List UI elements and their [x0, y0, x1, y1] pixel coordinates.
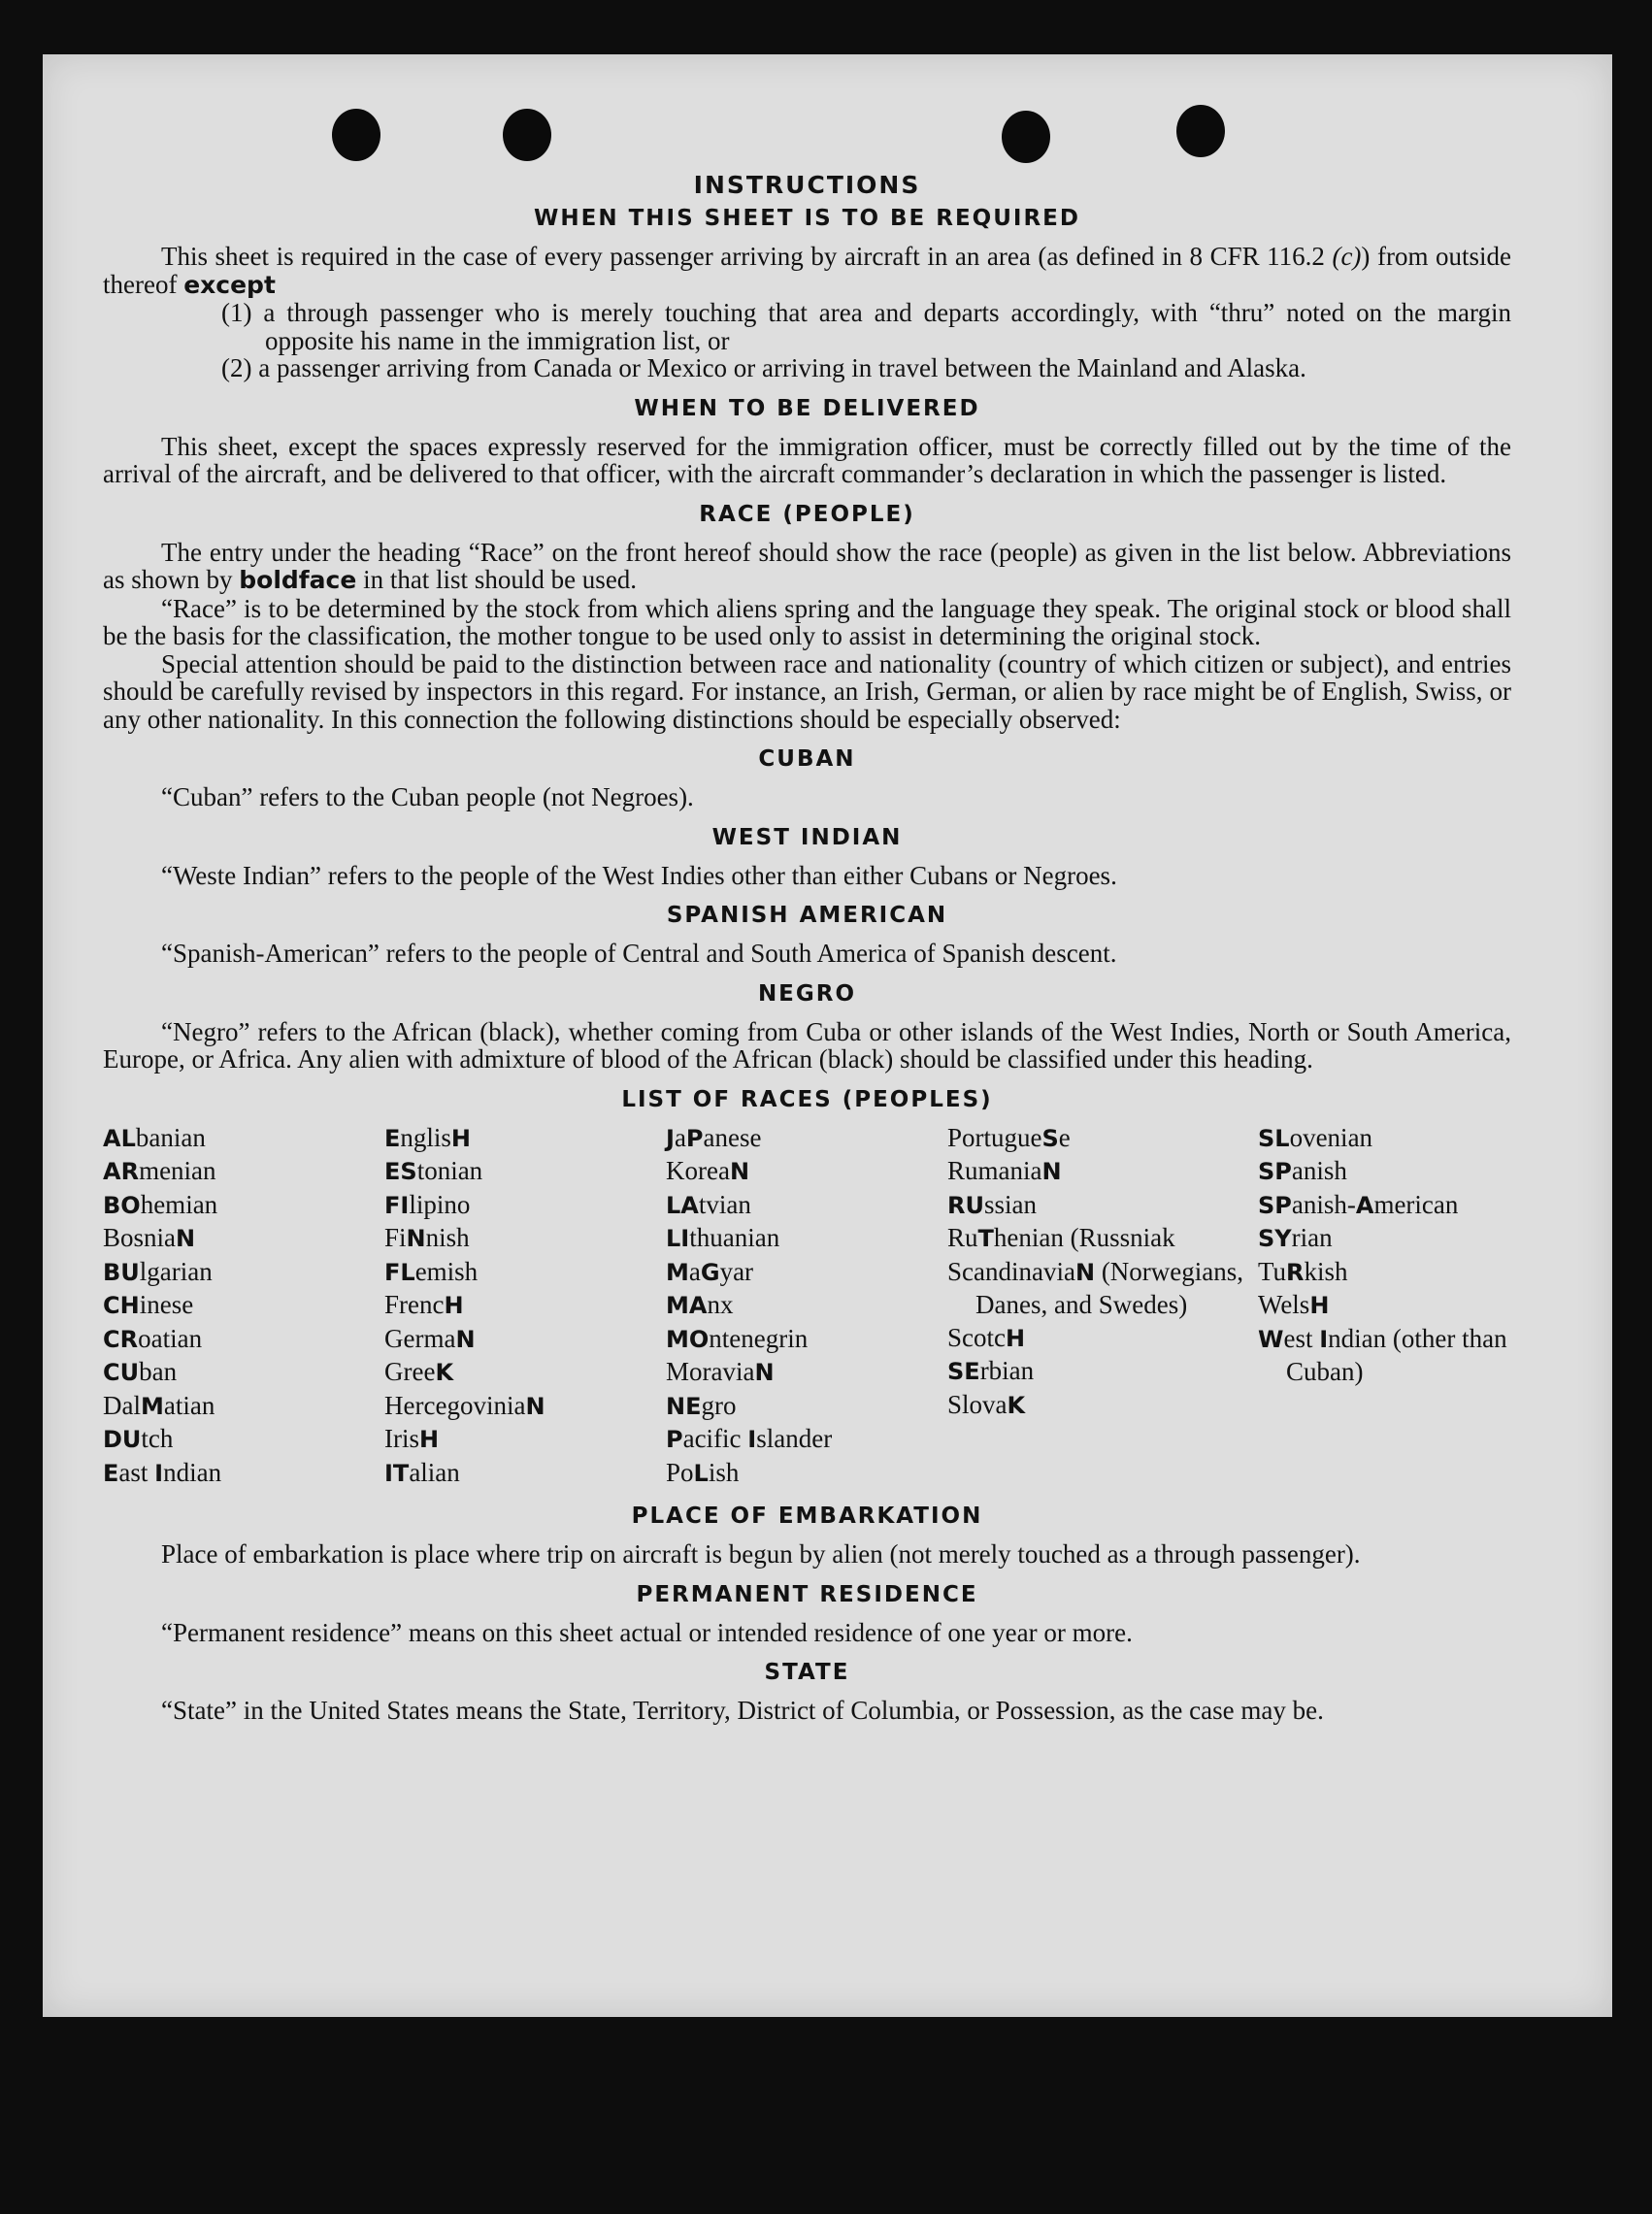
page-title: INSTRUCTIONS [693, 171, 921, 199]
race-item: SlovaK [947, 1389, 1026, 1419]
punch-hole [1176, 105, 1225, 157]
paragraph-race-3: Special attention should be paid to the distinction between race and nationality (country of which citizen or subject), and entries should be carefully revised by inspectors in this regard. For instance, an Irish, German, or alien by race might be of English, Swiss, or any other nationality. In this connection the following distinctions should be especially observed: [103, 648, 1511, 734]
paragraph-state: “State” in the United States means the State, Territory, District of Columbia, or Possession, as the case may be. [161, 1696, 1324, 1725]
paragraph-residence: “Permanent residence” means on this sheet actual or intended residence of one year or more. [161, 1617, 1133, 1647]
race-item: CUban [103, 1357, 178, 1386]
race-item: SLovenian [1258, 1122, 1373, 1152]
exception-list [221, 299, 1511, 382]
heading-west-indian: WEST INDIAN [711, 824, 903, 850]
race-item: ARmenian [103, 1156, 216, 1185]
race-item: West Indian (other than Cuban) [1258, 1323, 1507, 1386]
heading-cuban: CUBAN [758, 746, 856, 772]
race-item: JaPanese [666, 1122, 762, 1152]
paragraph-when-required: This sheet is required in the case of every passenger arriving by aircraft in an area (as defined in 8 CFR 116.2 (c)) from outside thereof except [103, 242, 1511, 299]
race-item: FrencH [384, 1290, 464, 1319]
heading-when-delivered: WHEN TO BE DELIVERED [634, 395, 980, 421]
heading-spanish-american: SPANISH AMERICAN [666, 903, 948, 928]
race-item: MaGyar [666, 1256, 754, 1286]
punch-hole [332, 109, 380, 161]
race-item: HercegoviniaN [384, 1390, 545, 1420]
race-item: RUssian [947, 1189, 1037, 1219]
race-item: DalMatian [103, 1390, 215, 1420]
race-item: EStonian [384, 1156, 483, 1185]
race-item: ScotcH [947, 1322, 1026, 1352]
paragraph-west-indian: “Weste Indian” refers to the people of the West Indies other than either Cubans or Negroes. [161, 860, 1117, 890]
race-item: MOntenegrin [666, 1323, 809, 1353]
paragraph-cuban: “Cuban” refers to the Cuban people (not Negroes). [161, 782, 694, 811]
race-item: LIthuanian [666, 1223, 780, 1252]
race-item: RuThenian (Russniak [947, 1223, 1175, 1252]
list-item: (2) a passenger arriving from Canada or Mexico or arriving in travel between the Mainland and Alaska. [221, 353, 1306, 382]
race-item: BosniaN [103, 1223, 196, 1252]
race-item: TuRkish [1258, 1256, 1348, 1286]
list-item: (1) a through passenger who is merely touching that area and departs accordingly, with “thru” noted on the margin opposite his name in the immigration list, or [221, 298, 1511, 355]
heading-embarkation: PLACE OF EMBARKATION [631, 1504, 983, 1529]
races-column [103, 1122, 384, 1491]
race-item: RumaniaN [947, 1156, 1062, 1185]
paragraph-when-delivered: This sheet, except the spaces expressly reserved for the immigration officer, must be correctly filled out by the time of the arrival of the aircraft, and be delivered to that officer, with the aircraft commander’s declaration in which the passenger is listed. [103, 431, 1511, 488]
races-list [103, 1122, 1511, 1491]
race-item: SPanish-American [1258, 1189, 1459, 1219]
race-item: DUtch [103, 1424, 174, 1453]
race-item: FLemish [384, 1256, 479, 1286]
race-item: ScandinaviaN (Norwegians, Danes, and Swedes) [947, 1256, 1244, 1319]
race-item: IrisH [384, 1424, 440, 1453]
instructions-content [103, 169, 1511, 1725]
heading-negro: NEGRO [757, 980, 857, 1007]
race-item: KoreaN [666, 1156, 750, 1185]
race-item: FiNnish [384, 1223, 470, 1252]
race-item: MoraviaN [666, 1357, 775, 1386]
race-item: GreeK [384, 1357, 454, 1386]
race-item: SYrian [1258, 1223, 1333, 1252]
race-item: ITalian [384, 1457, 460, 1487]
races-column [384, 1122, 666, 1491]
race-item: BOhemian [103, 1189, 218, 1219]
race-item: FIlipino [384, 1189, 471, 1219]
paragraph-embarkation: Place of embarkation is place where trip on aircraft is begun by alien (not merely touched as a through passenger). [161, 1539, 1361, 1569]
race-item: LAtvian [666, 1189, 751, 1219]
race-item: WelsH [1258, 1290, 1330, 1319]
paragraph-spanish-american: “Spanish-American” refers to the people of Central and South America of Spanish descent. [161, 939, 1117, 968]
heading-when-required: WHEN THIS SHEET IS TO BE REQUIRED [534, 206, 1080, 231]
race-item: GermaN [384, 1323, 476, 1353]
heading-list-of-races: LIST OF RACES (PEOPLES) [621, 1086, 993, 1112]
heading-residence: PERMANENT RESIDENCE [636, 1581, 978, 1607]
race-item: CRoatian [103, 1323, 203, 1353]
punch-hole [1002, 111, 1050, 163]
race-item: PoLish [666, 1457, 740, 1487]
paragraph-negro: “Negro” refers to the African (black), whether coming from Cuba or other islands of the West Indies, North or South America, Europe, or Africa. Any alien with admixture of blood of the African (black) should be classified under this heading. [103, 1016, 1511, 1074]
heading-race: RACE (PEOPLE) [699, 501, 915, 527]
races-column [1258, 1122, 1510, 1491]
paragraph-race-1: The entry under the heading “Race” on the front hereof should show the race (people) as given in the list below. Abbreviations as shown by boldface in that list should be used. [103, 537, 1511, 594]
race-item: EnglisH [384, 1122, 472, 1152]
races-column [947, 1122, 1258, 1491]
punch-hole [503, 109, 551, 161]
race-item: SPanish [1258, 1156, 1347, 1185]
races-column [666, 1122, 947, 1491]
race-item: ALbanian [103, 1122, 206, 1152]
race-item: East Indian [103, 1457, 222, 1487]
race-item: PortugueSe [947, 1122, 1071, 1152]
race-item: CHinese [103, 1290, 194, 1319]
race-item: MAnx [666, 1290, 734, 1319]
paragraph-race-2: “Race” is to be determined by the stock from which aliens spring and the language they speak. The original stock or blood shall be the basis for the classification, the mother tongue to be used only to assist in determining the original stock. [103, 593, 1511, 650]
race-item: NEgro [666, 1390, 737, 1420]
heading-state: STATE [764, 1660, 850, 1685]
document-sheet [43, 54, 1612, 2017]
race-item: SErbian [947, 1356, 1035, 1385]
race-item: Pacific Islander [666, 1424, 833, 1453]
race-item: BUlgarian [103, 1256, 213, 1286]
